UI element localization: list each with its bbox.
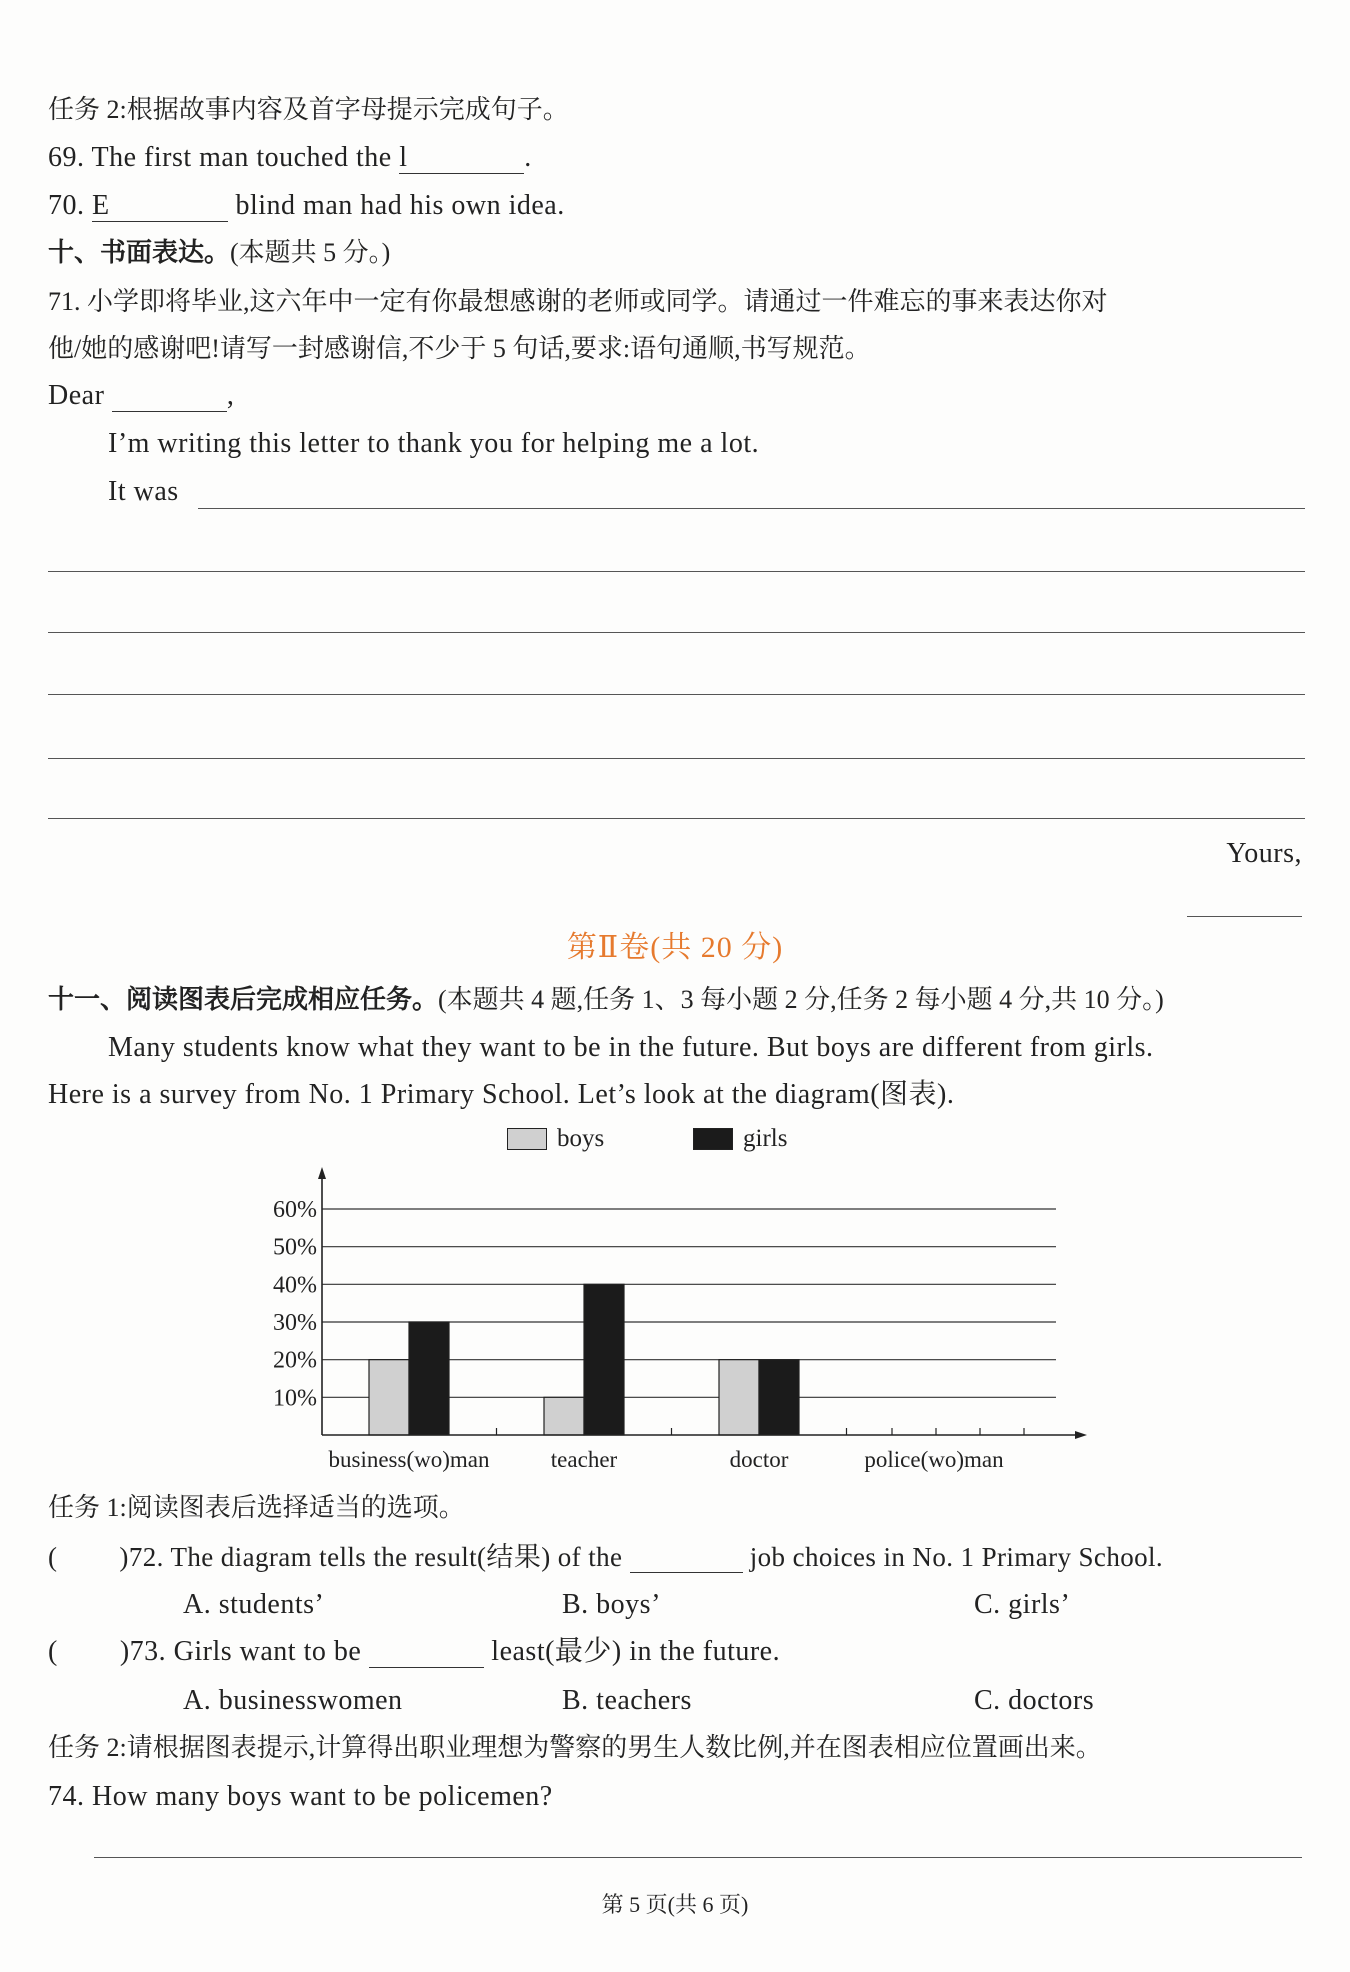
q72-option-a: A. students’	[183, 1589, 325, 1620]
q70-number: 70.	[48, 190, 85, 221]
y-tick-label: 20%	[273, 1347, 317, 1374]
task2b-heading: 任务 2:请根据图表提示,计算得出职业理想为警察的男生人数比例,并在图表相应位置画出来。	[48, 1733, 1102, 1762]
q70-text: blind man had his own idea.	[235, 190, 565, 221]
q69-end: .	[524, 142, 532, 173]
q74-text: How many boys want to be policemen?	[92, 1781, 553, 1812]
bar-boys-2	[719, 1360, 759, 1435]
x-tick-label: teacher	[550, 1447, 618, 1472]
x-tick-label: doctor	[729, 1447, 789, 1472]
q70-blank	[92, 191, 228, 222]
question-69	[48, 140, 532, 176]
q73-close-paren: )	[119, 1636, 130, 1667]
bar-girls-1	[584, 1284, 624, 1435]
q73-blank	[369, 1637, 484, 1668]
y-tick-label: 10%	[273, 1385, 317, 1412]
q72-option-c: C. girls’	[974, 1589, 1071, 1620]
passage-line-2: Here is a survey from No. 1 Primary School. Let’s look at the diagram(图表).	[48, 1079, 955, 1110]
greeting-word: Dear	[48, 380, 105, 411]
page-footer: 第 5 页(共 6 页)	[601, 1892, 749, 1917]
q72-open-paren: (	[48, 1542, 58, 1572]
question-70	[48, 188, 565, 224]
section-10-note: (本题共 5 分。)	[230, 238, 391, 267]
y-tick-label: 30%	[273, 1310, 317, 1336]
writing-line	[48, 818, 1305, 819]
section-11-heading	[48, 982, 1164, 1018]
writing-line	[48, 632, 1305, 633]
letter-body-line-1: I’m writing this letter to thank you for helping me a lot.	[108, 428, 760, 459]
y-tick-label: 40%	[273, 1272, 317, 1299]
section-11-title: 十一、阅读图表后完成相应任务。	[48, 985, 439, 1014]
x-tick-label: business(wo)man	[328, 1447, 490, 1472]
q72-text-after: job choices in No. 1 Primary School.	[749, 1542, 1164, 1572]
passage-line-1: Many students know what they want to be in the future. But boys are different from girls.	[108, 1032, 1154, 1063]
task2-heading: 任务 2:根据故事内容及首字母提示完成句子。	[48, 95, 569, 124]
legend-swatch-boys	[507, 1128, 547, 1150]
q70-hint-letter: E	[92, 190, 110, 221]
q69-blank	[399, 143, 524, 174]
q71-line-2: 他/她的感谢吧!请写一封感谢信,不少于 5 句话,要求:语句通顺,书写规范。	[48, 334, 871, 363]
x-tick-label: police(wo)man	[864, 1447, 1004, 1472]
bar-boys-1	[544, 1397, 584, 1435]
q73-option-a: A. businesswomen	[183, 1685, 403, 1716]
q73-text-after: least(最少) in the future.	[491, 1636, 781, 1667]
q72-text-before: The diagram tells the result(结果) of the	[170, 1542, 623, 1572]
q73-text-before: Girls want to be	[173, 1636, 362, 1667]
q72-number: 72.	[128, 1542, 164, 1572]
legend-label-boys: boys	[557, 1125, 605, 1152]
bar-boys-0	[369, 1360, 409, 1435]
writing-line	[48, 758, 1305, 759]
letter-greeting	[48, 378, 234, 414]
q73-open-paren: (	[48, 1636, 58, 1667]
q72-blank	[630, 1542, 743, 1573]
q73-number: 73.	[129, 1636, 167, 1667]
bar-girls-2	[759, 1360, 799, 1435]
section-11-note: (本题共 4 题,任务 1、3 每小题 2 分,任务 2 每小题 4 分,共 10 分。)	[438, 985, 1164, 1014]
y-tick-label: 50%	[273, 1234, 317, 1261]
q71-line-1: 71. 小学即将毕业,这六年中一定有你最想感谢的老师或同学。请通过一件难忘的事来表达你对	[48, 287, 1108, 316]
q74-number: 74.	[48, 1781, 85, 1812]
y-tick-label: 60%	[273, 1197, 317, 1223]
question-72	[48, 1539, 1163, 1575]
signature-line	[1187, 916, 1302, 917]
section-10-heading	[48, 235, 390, 271]
writing-line	[198, 508, 1305, 509]
x-axis-arrow	[1075, 1431, 1087, 1439]
q72-option-b: B. boys’	[562, 1589, 661, 1620]
bar-girls-0	[409, 1322, 449, 1435]
task1-heading: 任务 1:阅读图表后选择适当的选项。	[48, 1493, 465, 1522]
y-axis-arrow	[318, 1167, 326, 1179]
q73-option-b: B. teachers	[562, 1685, 692, 1716]
greeting-name-blank	[112, 381, 227, 412]
letter-body-line-2: It was	[108, 476, 179, 507]
writing-line	[48, 571, 1305, 572]
q74-answer-line	[94, 1857, 1302, 1858]
greeting-punct: ,	[226, 380, 235, 411]
q69-text: The first man touched the	[91, 142, 392, 173]
q72-close-paren: )	[119, 1542, 129, 1572]
section-10-title: 十、书面表达。	[48, 238, 231, 267]
writing-line	[48, 694, 1305, 695]
letter-closing: Yours,	[1226, 838, 1302, 869]
bar-chart	[250, 1165, 1100, 1480]
q69-hint-letter: l	[399, 142, 408, 173]
q69-number: 69.	[48, 142, 85, 173]
question-73	[48, 1634, 780, 1670]
part-2-heading: 第Ⅱ卷(共 20 分)	[566, 931, 784, 964]
legend-swatch-girls	[693, 1128, 733, 1150]
q73-option-c: C. doctors	[974, 1685, 1095, 1716]
legend-label-girls: girls	[743, 1125, 788, 1152]
question-74	[48, 1779, 553, 1815]
